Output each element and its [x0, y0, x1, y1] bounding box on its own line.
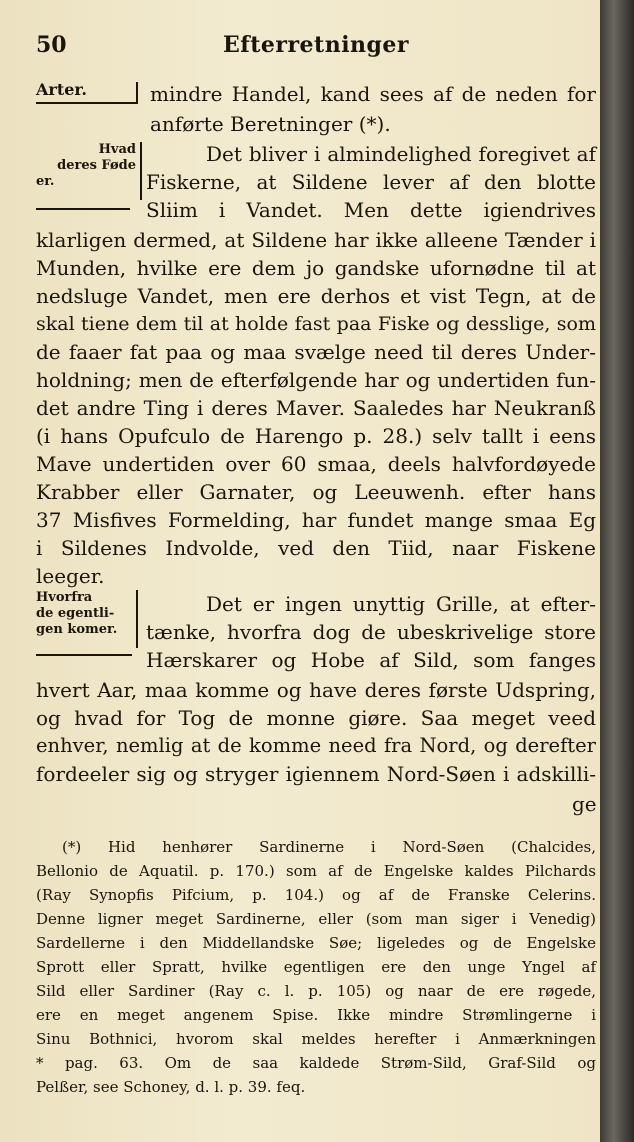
text-line: (i hans Opufculo de Harengo p. 28.) selv tallt i eens [36, 424, 596, 448]
margin-note-hvorfra [36, 590, 138, 648]
text-line: nedsluge Vandet, men ere derhos et vist Tegn, at de [36, 284, 596, 308]
footnote-line: Denne ligner meget Sardinerne, eller (som man siger i Venedig) [36, 910, 596, 928]
text-line: leeger. [36, 564, 105, 588]
text-line: Munden, hvilke ere dem jo gandske ufornødne til at [36, 256, 596, 280]
text-line: Mave undertiden over 60 smaa, deels halvfordøyede [36, 452, 596, 476]
page-number: 50 [36, 32, 67, 58]
margin-note-line: er. [36, 174, 55, 189]
text-line: anførte Beretninger (*). [150, 112, 391, 136]
margin-note-line: Hvad [98, 142, 136, 157]
margin-note-line: gen komer. [36, 622, 118, 637]
text-line: holdning; men de efterfølgende har og undertiden fun- [36, 368, 596, 392]
text-line: skal tiene dem til at holde fast paa Fiske og desslige, som [36, 313, 596, 335]
footnote-line: Sardellerne i den Middellandske Søe; ligeledes og de Engelske [36, 934, 596, 952]
margin-rule [36, 208, 130, 210]
footnote-line: Sprott eller Spratt, hvilke egentligen ere den unge Yngel af [36, 958, 596, 976]
footnote-line: (Ray Synopfis Pifcium, p. 104.) og af de Franske Celerins. [36, 886, 596, 904]
text-line: enhver, nemlig at de komme need fra Nord, og derefter [36, 734, 596, 757]
text-line: Fiskerne, at Sildene lever af den blotte [146, 170, 596, 194]
margin-rule [36, 102, 136, 104]
text-line: klarligen dermed, at Sildene har ikke alleene Tænder i [36, 228, 596, 252]
footnote-line: Sinu Bothnici, hvorom skal meldes herefter i Anmærkningen [36, 1030, 596, 1048]
text-line: og hvad for Tog de monne giøre. Saa meget veed [36, 706, 596, 730]
margin-rule [136, 82, 138, 104]
running-title: Efterretninger [222, 32, 410, 58]
text-line: de faaer fat paa og maa svælge need til deres Under- [36, 340, 596, 364]
text-line: Sliim i Vandet. Men dette igiendrives [146, 198, 596, 222]
page-edge [600, 0, 634, 1142]
page-header [36, 32, 596, 62]
text-line: det andre Ting i deres Maver. Saaledes har Neukranß [36, 396, 596, 420]
text-line: Det er ingen unyttig Grille, at efter- [206, 592, 596, 616]
footnote-line: Sild eller Sardiner (Ray c. l. p. 105) og naar de ere røgede, [36, 982, 596, 1000]
footnote-line: Bellonio de Aquatil. p. 170.) som af de Engelske kaldes Pilchards [36, 862, 596, 880]
margin-note-line: de egentli- [36, 606, 115, 621]
text-line: fordeeler sig og stryger igiennem Nord-Søen i adskilli- [36, 762, 596, 786]
text-line: Det bliver i almindelighed foregivet af [206, 142, 596, 166]
margin-note-arter: Arter. [36, 80, 87, 99]
text-line: i Sildenes Indvolde, ved den Tiid, naar Fiskene [36, 536, 596, 560]
text-line: Hærskarer og Hobe af Sild, som fanges [146, 648, 596, 672]
catchword: ge [572, 792, 597, 816]
margin-note-line: Hvorfra [36, 590, 93, 605]
footnote-line: Pelßer, see Schoney, d. l. p. 39. feq. [36, 1078, 306, 1096]
text-line: Krabber eller Garnater, og Leeuwenh. efter hans [36, 480, 596, 504]
text-line: tænke, hvorfra dog de ubeskrivelige store [146, 620, 596, 644]
text-line: 37 Misfives Formelding, har fundet mange smaa Eg [36, 508, 596, 532]
text-line: hvert Aar, maa komme og have deres første Udspring, [36, 678, 596, 702]
margin-note-hvad [36, 142, 142, 200]
margin-rule [36, 654, 132, 656]
text-line: mindre Handel, kand sees af de neden for [150, 82, 596, 106]
footnote-line: * pag. 63. Om de saa kaldede Strøm-Sild, Graf-Sild og [36, 1054, 596, 1072]
footnote-line: (*) Hid henhører Sardinerne i Nord-Søen (Chalcides, [62, 838, 596, 856]
footnote-line: ere en meget angenem Spise. Ikke mindre Strømlingerne i [36, 1006, 596, 1024]
margin-note-line: deres Føde [57, 158, 136, 173]
